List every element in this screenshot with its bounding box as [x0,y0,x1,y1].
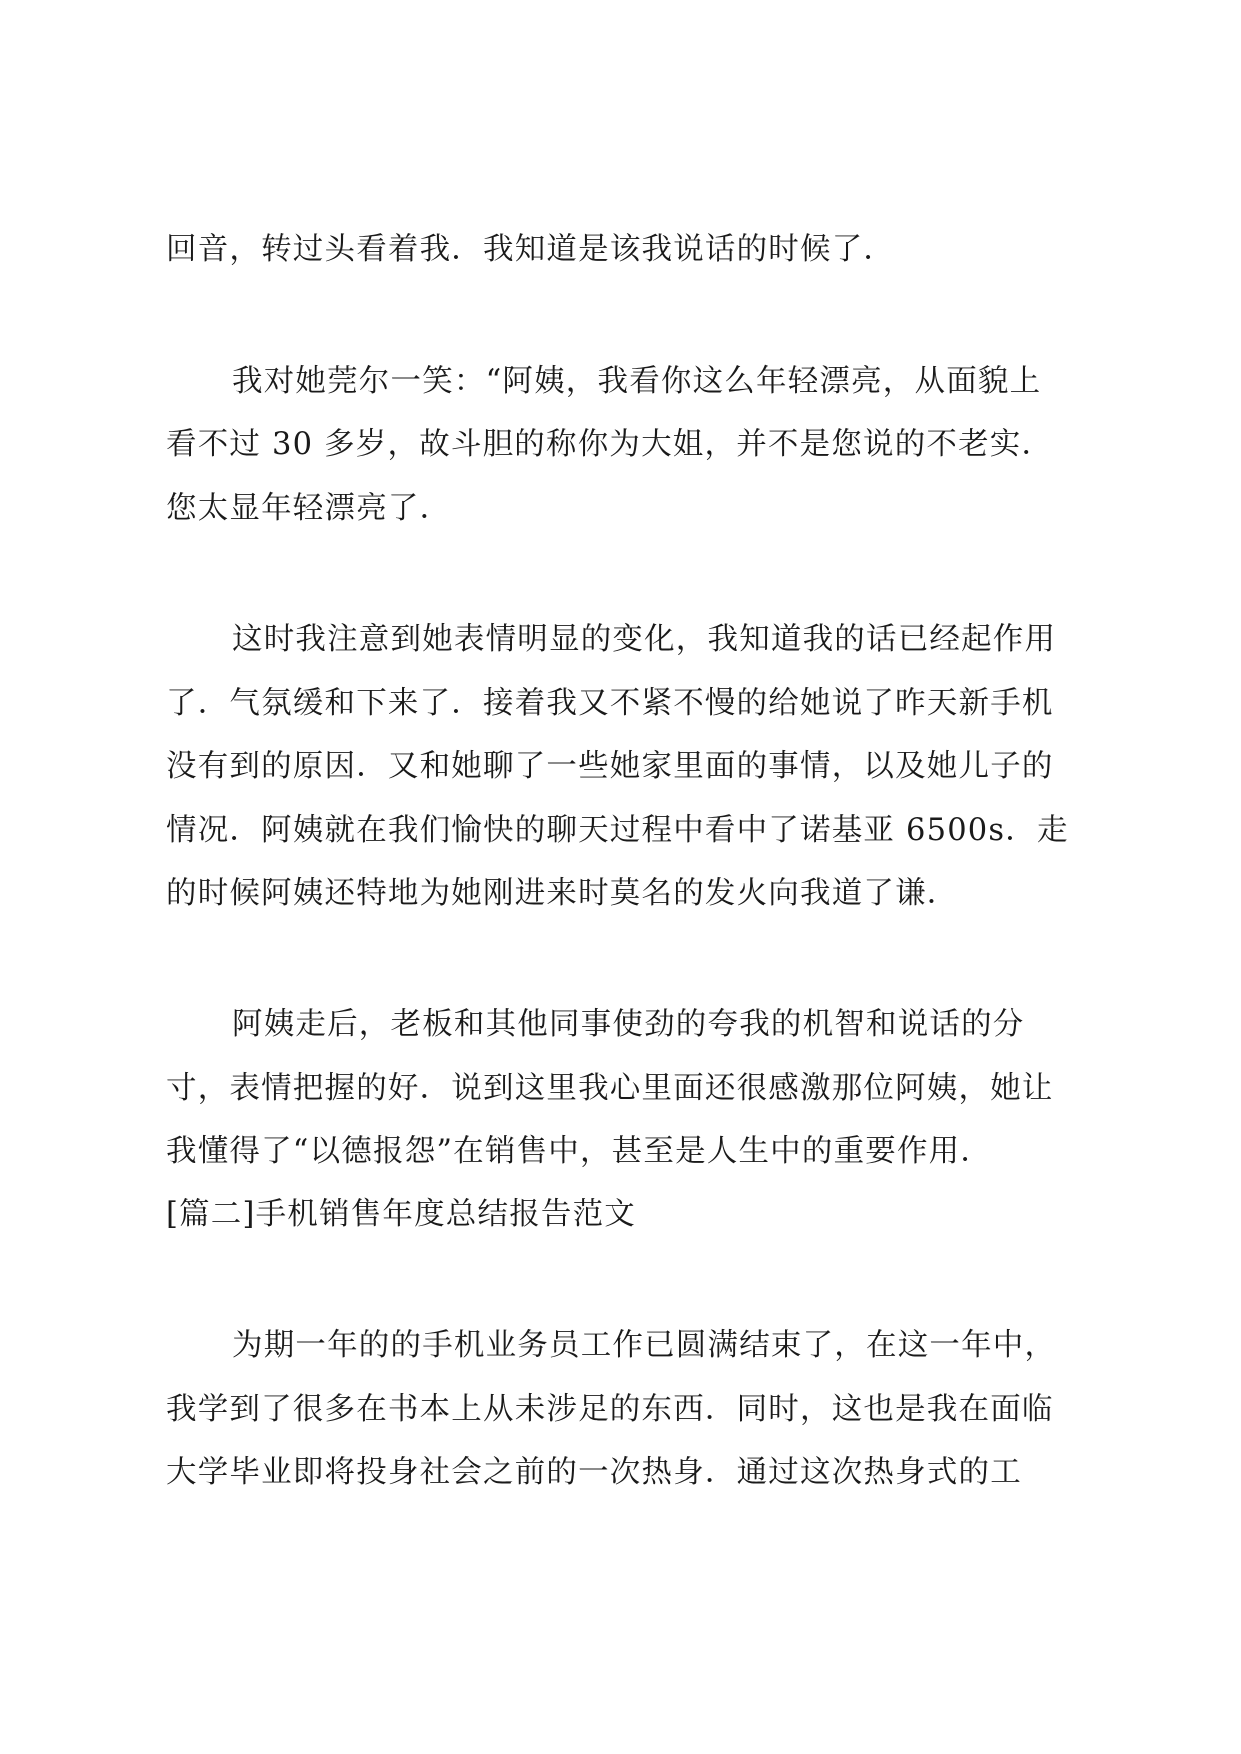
paragraph-4-line-3: 我懂得了“以德报怨”在销售中，甚至是人生中的重要作用． [166,1134,993,1169]
paragraph-2-line-3: 您太显年轻漂亮了． [166,491,452,526]
paragraph-3-line-5: 的时候阿姨还特地为她刚进来时莫名的发火向我道了谦． [166,876,959,911]
paragraph-5-line-1: 为期一年的的手机业务员工作已圆满结束了，在这一年中， [232,1328,1057,1363]
section-heading: [篇二]手机销售年度总结报告范文 [166,1197,636,1232]
paragraph-3-line-4: 情况．阿姨就在我们愉快的聊天过程中看中了诺基亚 6500s．走 [166,813,1069,848]
paragraph-3-line-1: 这时我注意到她表情明显的变化，我知道我的话已经起作用 [232,622,1057,657]
paragraph-5-line-3: 大学毕业即将投身社会之前的一次热身．通过这次热身式的工 [166,1455,1022,1490]
paragraph-2-line-2: 看不过 30 多岁，故斗胆的称你为大姐，并不是您说的不老实． [166,427,1054,462]
paragraph-3-line-3: 没有到的原因．又和她聊了一些她家里面的事情，以及她儿子的 [166,749,1054,784]
paragraph-5-line-2: 我学到了很多在书本上从未涉足的东西．同时，这也是我在面临 [166,1392,1054,1427]
paragraph-2-line-1: 我对她莞尔一笑：“阿姨，我看你这么年轻漂亮，从面貌上 [232,364,1042,399]
paragraph-3-line-2: 了．气氛缓和下来了．接着我又不紧不慢的给她说了昨天新手机 [166,686,1054,721]
paragraph-4-line-1: 阿姨走后，老板和其他同事使劲的夸我的机智和说话的分 [232,1007,1025,1042]
paragraph-1-line-1: 回音，转过头看着我．我知道是该我说话的时候了． [166,232,896,267]
paragraph-4-line-2: 寸，表情把握的好．说到这里我心里面还很感激那位阿姨，她让 [166,1071,1054,1106]
